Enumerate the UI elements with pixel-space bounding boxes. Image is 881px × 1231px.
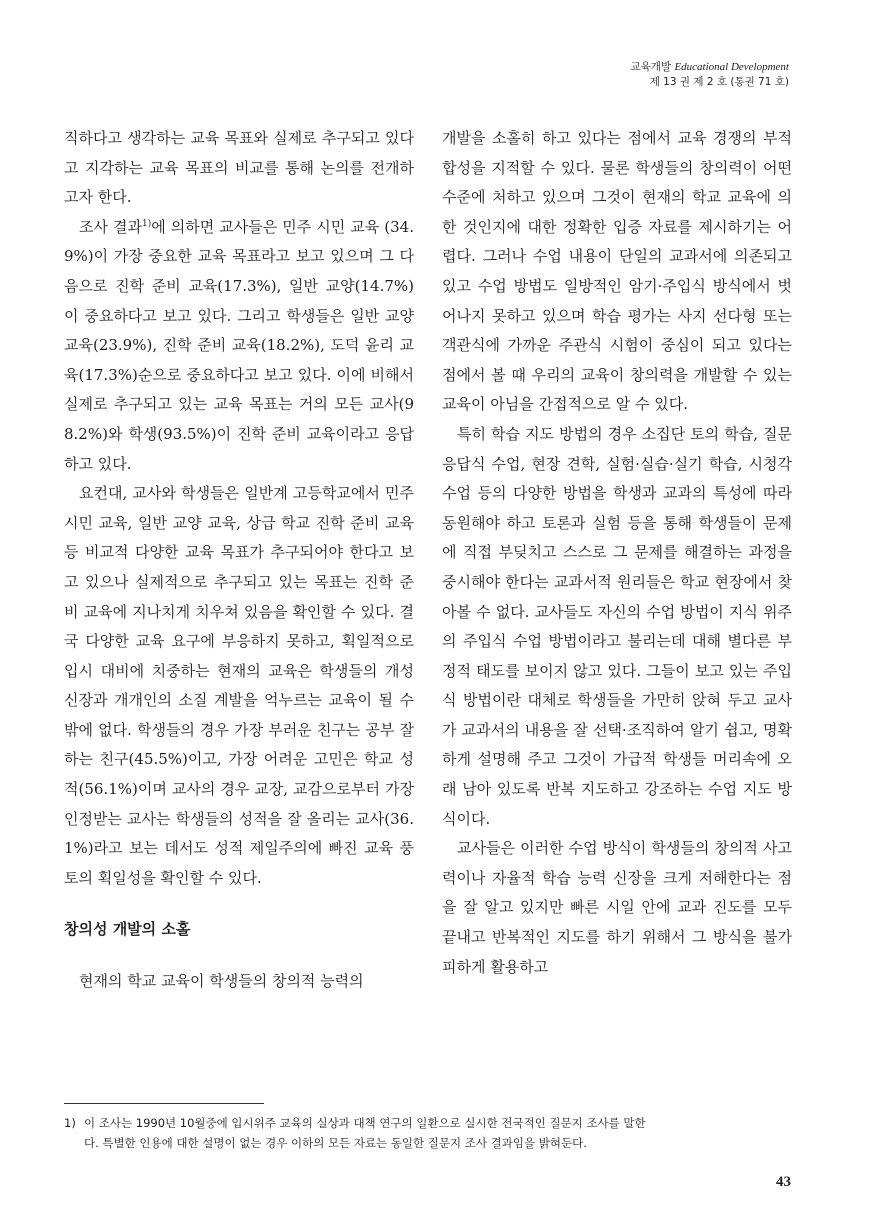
- paragraph: [64, 213, 414, 479]
- running-header: [631, 60, 789, 90]
- paragraph-text: 에 의하면 교사들은 민주 시민 교육 (34.9%)이 가장 중요한 교육 목표라고 보고 있으며 그 다음으로 진학 준비 교육(17.3%), 일반 교양(14.7%)이 중요하다고 보고 있다. 그리고 학생들은 일반 교양 교육(23.9%), 진학 준비 교육(18.2%), 도덕 윤리 교육(17.3%)순으로 중요하다고 보고 있다. 이에 비해서 실제로 추구되고 있는 교육 목표는 거의 모든 교사(98.2%)와 학생(93.5%)이 진학 준비 교육이라고 응답하고 있다.: [64, 217, 414, 473]
- paragraph-text: 조사 결과: [79, 217, 142, 236]
- journal-title-ko: 교육개발: [630, 61, 672, 73]
- section-heading: 창의성 개발의 소홀: [64, 920, 191, 939]
- footnote-ref: 1): [142, 218, 152, 229]
- journal-title-line: [631, 60, 789, 75]
- paragraph: 요컨대, 교사와 학생들은 일반계 고등학교에서 민주 시민 교육, 일반 교양 교육, 상급 학교 진학 준비 교육 등 비교적 다양한 교육 목표가 추구되어야 한다고 보고 있으나 실제적으로 추구되고 있는 목표는 진학 준비 교육에 지나치게 치우쳐 있음을 확인할 수 있다. 결국 다양한 교육 요구에 부응하지 못하고, 획일적으로 입시 대비에 치중하는 현재의 교육은 학생들의 개성 신장과 개개인의 소질 계발을 억누르는 교육이 될 수 밖에 없다. 학생들의 경우 가장 부러운 친구는 공부 잘 하는 친구(45.5%)이고, 가장 어려운 고민은 학교 성적(56.1%)이며 교사의 경우 교장, 교감으로부터 가장 인정받는 교사는 학생들의 성적을 잘 올리는 교사(36.1%)라고 보는 데서도 성적 제일주의에 빠진 교육 풍토의 획일성을 확인할 수 있다.: [64, 484, 414, 887]
- paragraph: 교사들은 이러한 수업 방식이 학생들의 창의적 사고력이나 자율적 학습 능력 신장을 크게 저해한다는 점을 잘 알고 있지만 빠른 시일 안에 교과 진도를 모두 끝내고 반복적인 지도를 하기 위해서 그 방식을 불가피하게 활용하고: [442, 839, 792, 976]
- footnote: [64, 1113, 794, 1153]
- right-column: [442, 124, 792, 982]
- paragraph: 특히 학습 지도 방법의 경우 소집단 토의 학습, 질문 응답식 수업, 현장 견학, 실험·실습·실기 학습, 시청각 수업 등의 다양한 방법을 학생과 교과의 특성에 따라 동원해야 하고 토론과 실험 등을 통해 학생들이 문제에 직접 부딪치고 스스로 그 문제를 해결하는 과정을 중시해야 한다는 교과서적 원리들은 학교 현장에서 찾아볼 수 없다. 교사들도 자신의 수업 방법이 지식 위주의 주입식 수업 방법이라고 불리는데 대해 별다른 부정적 태도를 보이지 않고 있다. 그들이 보고 있는 주입식 방법이란 대체로 학생들을 가만히 앉혀 두고 교사가 교과서의 내용을 잘 선택·조직하여 알기 쉽고, 명확하게 설명해 주고 그것이 가급적 학생들 머리속에 오래 남아 있도록 반복 지도하고 강조하는 수업 지도 방식이다.: [442, 424, 792, 828]
- issue-info: 제 13 권 제 2 호 (통권 71 호): [649, 76, 789, 88]
- left-column: [64, 124, 414, 997]
- paragraph: 현재의 학교 교육이 학생들의 창의적 능력의: [79, 972, 364, 991]
- paragraph: 개발을 소홀히 하고 있다는 점에서 교육 경쟁의 부적합성을 지적할 수 있다. 물론 학생들의 창의력이 어떤 수준에 처하고 있으며 그것이 현재의 학교 교육에 의한 것인지에 대한 정확한 입증 자료를 제시하기는 어렵다. 그러나 수업 내용이 단일의 교과서에 의존되고 있고 수업 방법도 일방적인 암기·주입식 방식에서 벗어나지 못하고 있으며 학습 평가는 사지 선다형 또는 객관식에 가까운 주관식 시험이 중심이 되고 있다는 점에서 볼 때 우리의 교육이 창의력을 개발할 수 있는 교육이 아님을 간접적으로 알 수 있다.: [442, 129, 792, 414]
- footnote-divider: [64, 1103, 264, 1104]
- journal-title-en: Educational Development: [674, 61, 789, 73]
- footnote-line: 이 조사는 1990년 10월중에 입시위주 교육의 실상과 대책 연구의 일환으로 실시한 전국적인 질문지 조사를 말한: [84, 1116, 646, 1130]
- paragraph: 직하다고 생각하는 교육 목표와 실제로 추구되고 있다고 지각하는 교육 목표의 비교를 통해 논의를 전개하고자 한다.: [64, 129, 414, 207]
- page-number: 43: [776, 1174, 791, 1190]
- footnote-marker: 1): [64, 1116, 76, 1130]
- footnote-line: 다. 특별한 인용에 대한 설명이 없는 경우 이하의 모든 자료는 동일한 질문지 조사 결과임을 밝혀둔다.: [84, 1136, 587, 1150]
